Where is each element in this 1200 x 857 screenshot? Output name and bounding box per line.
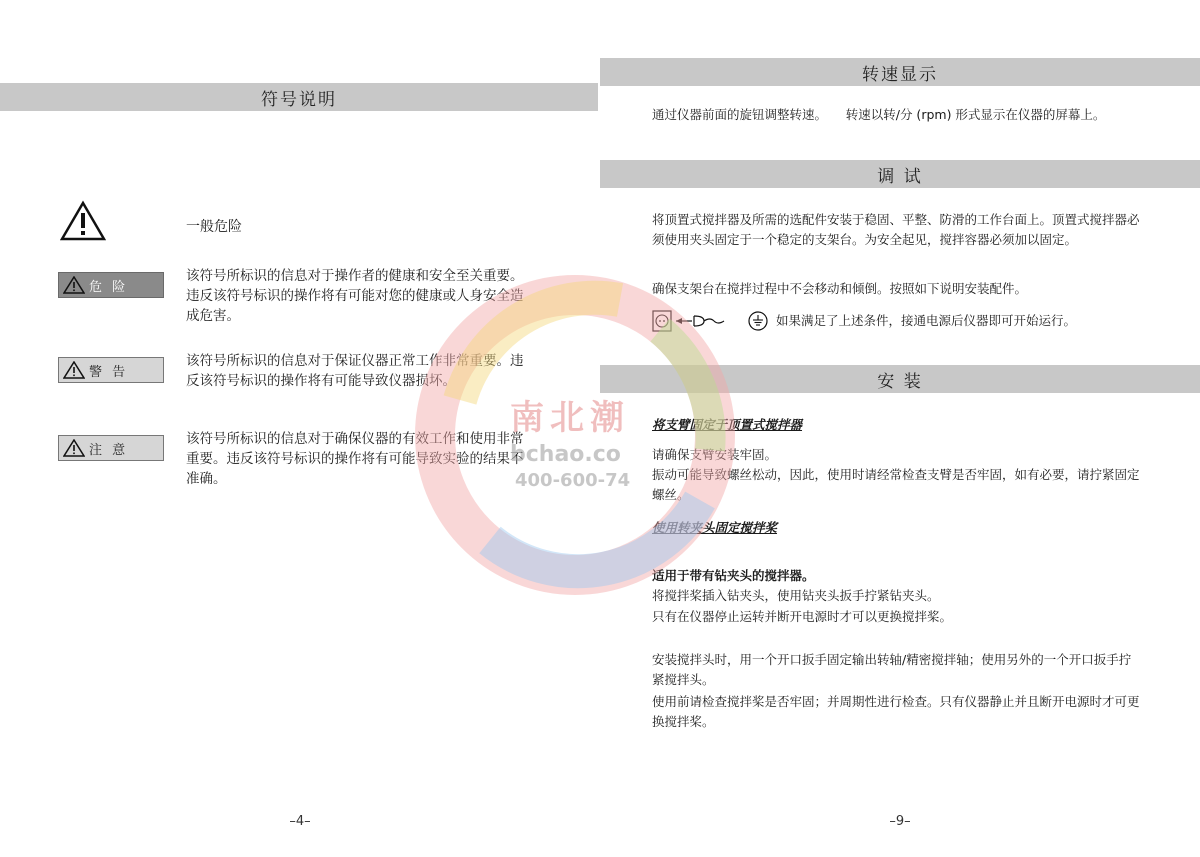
general-danger-label: 一般危险 (186, 219, 242, 235)
debug-paragraph-2: 确保支架台在搅拌过程中不会移动和倾倒。按照如下说明安装配件。 (652, 281, 1028, 296)
page-number-left: –4– (289, 814, 311, 829)
power-plug-icon (652, 310, 772, 336)
warning-icon (63, 276, 85, 294)
install-text-4: 只有在仪器停止运转并断开电源时才可以更换搅拌桨。 (652, 609, 953, 624)
caution-description: 该符号所标识的信息对于确保仪器的有效工作和使用非常重要。违反该符号标识的操作将有可能导致实验的结果不准确。 (186, 431, 524, 487)
install-title: 安 装 (877, 371, 923, 392)
speed-title-bar (600, 58, 1200, 86)
install-heading-chuck: 使用转夹头固定搅拌桨 (652, 520, 778, 535)
danger-label: 危 险 (89, 279, 129, 295)
warning-icon (63, 361, 85, 379)
install-text-2: 振动可能导致螺丝松动，因此，使用时请经常检查支臂是否牢固，如有必要，请拧紧固定螺丝。 (652, 467, 1140, 502)
install-text-6: 使用前请检查搅拌桨是否牢固；并周期性进行检查。只有仪器静止并且断开电源时才可更换搅拌桨。 (652, 694, 1140, 729)
page-number-right: –9– (889, 814, 911, 829)
install-text-1: 请确保支臂安装牢固。 (652, 447, 778, 462)
danger-description: 该符号所标识的信息对于操作者的健康和安全至关重要。违反该符号标识的操作将有可能对您的健康或人身安全造成危害。 (186, 268, 524, 324)
right-page (600, 0, 1200, 857)
install-heading-arm: 将支臂固定于顶置式搅拌器 (652, 417, 803, 432)
watermark-phone: 400-600-74 (515, 470, 631, 491)
danger-symbol (58, 272, 164, 298)
debug-paragraph-1: 将顶置式搅拌器及所需的选配件安装于稳固、平整、防滑的工作台面上。顶置式搅拌器必须使用夹头固定于一个稳定的支架台。为安全起见，搅拌容器必须加以固定。 (652, 212, 1140, 247)
warning-icon (63, 439, 85, 457)
install-heading-drill: 适用于带有钻夹头的搅拌器。 (652, 568, 815, 583)
debug-paragraph-3: 如果满足了上述条件，接通电源后仪器即可开始运行。 (776, 313, 1077, 328)
caution-symbol (58, 435, 164, 461)
symbols-title-bar (0, 83, 598, 111)
caution-label: 注 意 (89, 442, 129, 458)
install-title-bar (600, 365, 1200, 393)
warning-symbol (58, 357, 164, 383)
warning-triangle-icon (60, 200, 106, 246)
debug-title-bar (600, 160, 1200, 188)
symbols-title: 符号说明 (261, 89, 337, 110)
install-text-5: 安装搅拌头时，用一个开口扳手固定输出转轴/精密搅拌轴；使用另外的一个开口扳手拧紧搅拌头。 (652, 652, 1132, 687)
warning-label: 警 告 (89, 364, 129, 380)
speed-title: 转速显示 (862, 64, 938, 85)
watermark-site: bchao.co (510, 442, 621, 467)
speed-text: 通过仪器前面的旋钮调整转速。 转速以转/分 (rpm) 形式显示在仪器的屏幕上。 (652, 107, 1106, 122)
debug-title: 调 试 (877, 166, 923, 187)
watermark-brand: 南北潮 (510, 398, 630, 438)
warning-description: 该符号所标识的信息对于保证仪器正常工作非常重要。违反该符号标识的操作将有可能导致仪器损坏。 (186, 353, 524, 389)
install-text-3: 将搅拌桨插入钻夹头，使用钻夹头扳手拧紧钻夹头。 (652, 588, 940, 603)
